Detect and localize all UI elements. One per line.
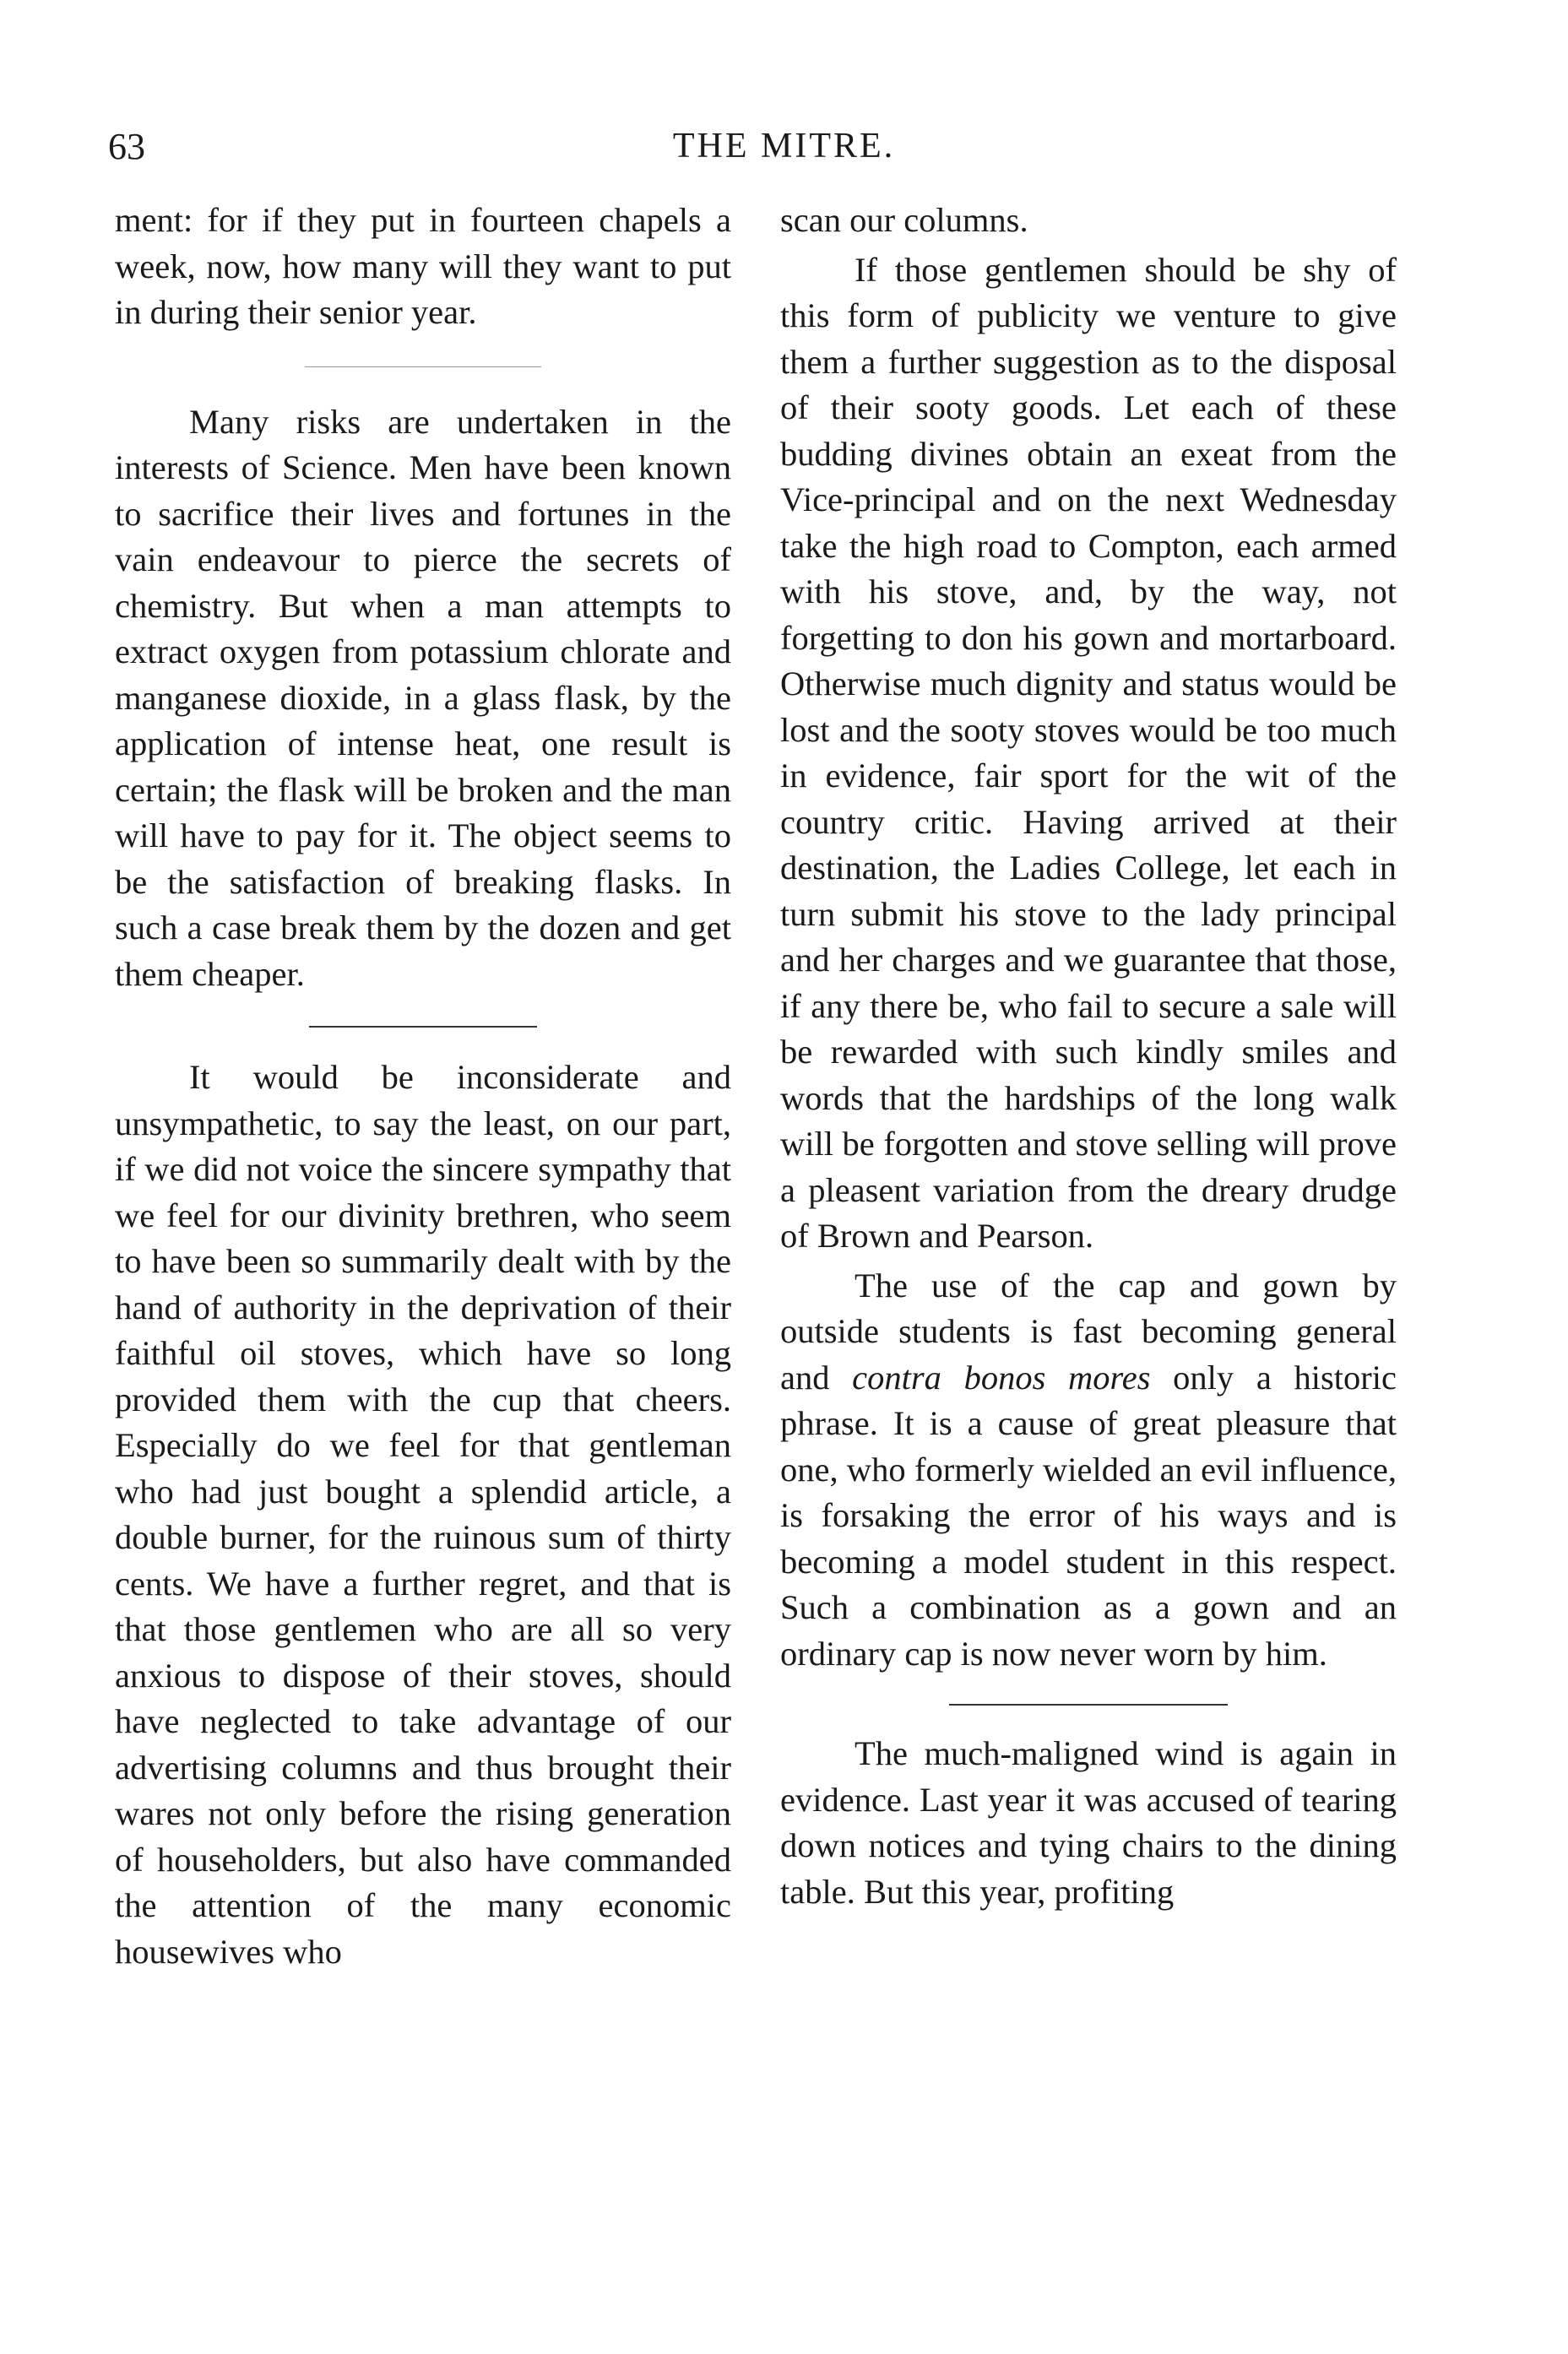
- latin-phrase: contra bonos mores: [852, 1358, 1151, 1397]
- section-divider: [949, 1704, 1228, 1706]
- right-column: [780, 198, 1397, 1915]
- section-divider: [309, 1026, 537, 1028]
- page-title: THE MITRE.: [672, 127, 896, 165]
- paragraph-ladies-college: If those gentlemen should be shy of this form of publicity we venture to give them a further suggestion as to the disposal of their sooty goods. Let each of these budding divines obtain an exeat from the Vice-principal and on the next Wednesday take the high road to Compton, each armed with his stove, and, by the way, not forgetting to don his gown and mortarboard. Otherwise much dignity and status would be lost and the sooty stoves would be too much in evidence, fair sport for the wit of the country critic. Having arrived at their destination, the Ladies College, let each in turn submit his stove to the lady principal and her charges and we guarantee that those, if any there be, who fail to secure a sale will be rewarded with such kindly smiles and words that the hardships of the long walk will be forgotten and stove selling will prove a pleasent variation from the dreary drudge of Brown and Pearson.: [780, 250, 1397, 1255]
- paragraph-science: Many risks are undertaken in the interests of Science. Men have been known to sacrifice their lives and fortunes in the vain endeavour to pierce the secrets of chemistry. But when a man attempts to extract oxygen from potassium chlorate and manganese dioxide, in a glass flask, by the application of intense heat, one result is certain; the flask will be broken and the man will have to pay for it. The object seems to be the satisfaction of breaking flasks. In such a case break them by the dozen and get them cheaper.: [115, 402, 731, 993]
- page-number: 63: [108, 126, 145, 167]
- paragraph-oil-stoves: It would be inconsiderate and unsympathetic, to say the least, on our part, if we did not voice the sincere sympathy that we feel for our divinity brethren, who seem to have been so summarily dealt with by the hand of authority in the deprivation of their faithful oil stoves, which have so long provided them with the cup that cheers. Especially do we feel for that gentleman who had just bought a splendid article, a double burner, for the ruinous sum of thirty cents. We have a further regret, and that is that those gentlemen who are all so very anxious to dispose of their stoves, should have neglected to take advantage of our advertising columns and thus brought their wares not only before the rising generation of householders, but also have commanded the attention of the many economic housewives who: [115, 1058, 731, 1971]
- paragraph-cap-and-gown: [780, 1263, 1397, 1678]
- paragraph-wind: The much-maligned wind is again in evidence. Last year it was accused of tearing down notices and tying chairs to the dining table. But this year, profiting: [780, 1734, 1397, 1911]
- paragraph-columns-continued: scan our columns.: [780, 201, 1028, 239]
- left-column: [115, 198, 731, 1975]
- cap-gown-text-end: only a historic phrase. It is a cause of great pleasure that one, who formerly wielded an evil influence, is forsaking the error of his ways and is becoming a model student in this respect. Such a combination as a gown and an ordinary cap is now never worn by him.: [780, 1358, 1397, 1673]
- cap-gown-text-start: The use of the cap and gown by outside students is fast becoming general and: [780, 1266, 1397, 1397]
- section-divider: [305, 366, 541, 367]
- paragraph-chapels: ment: for if they put in fourteen chapels a week, now, how many will they want to put in during their senior year.: [115, 201, 731, 331]
